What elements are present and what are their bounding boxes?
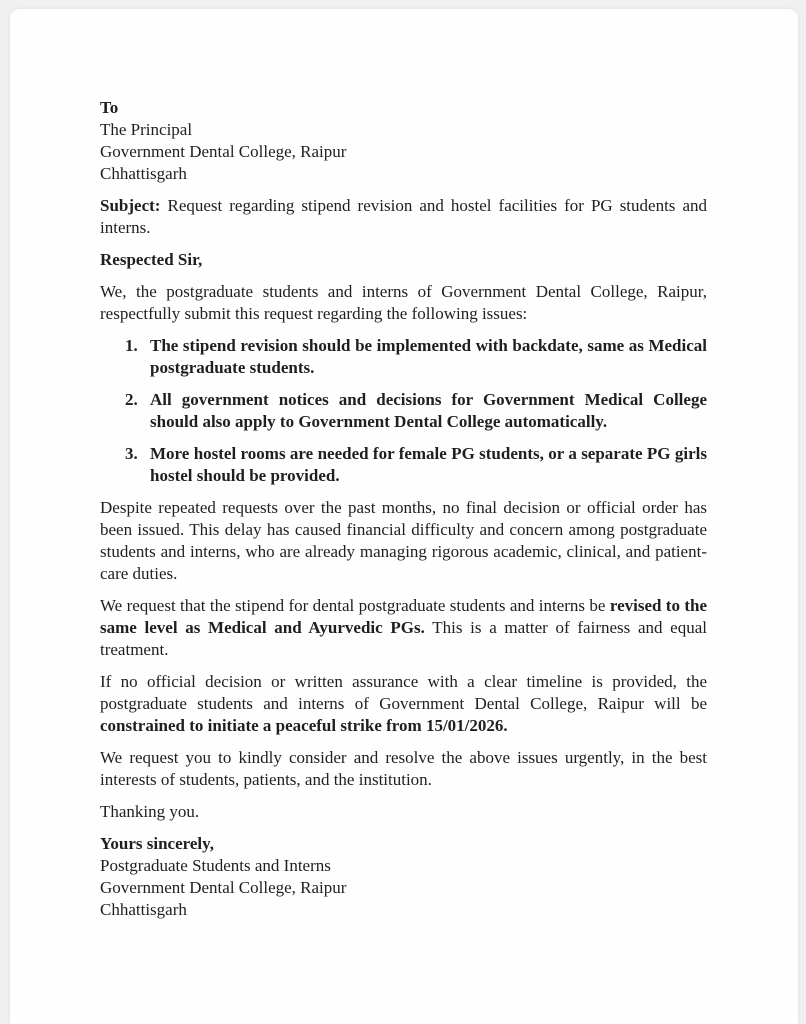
list-item	[100, 443, 707, 487]
list-item-number: 1.	[125, 336, 138, 355]
signature-block	[100, 833, 707, 921]
paragraph-strike-bold: constrained to initiate a peaceful strike from 15/01/2026.	[100, 716, 508, 735]
subject-label: Subject:	[100, 196, 161, 215]
signature-line: Chhattisgarh	[100, 900, 187, 919]
signature-line: Government Dental College, Raipur	[100, 878, 347, 897]
paragraph-despite: Despite repeated requests over the past months, no final decision or official order has been issued. This delay has caused financial difficulty and concern among postgraduate students and interns, who are already managing rigorous academic, clinical, and patient-care duties.	[100, 498, 707, 583]
recipient-block	[100, 97, 707, 185]
subject-paragraph	[100, 195, 707, 239]
letter-body	[100, 97, 707, 921]
list-item-number: 3.	[125, 444, 138, 463]
paragraph-strike	[100, 671, 707, 737]
demand-list	[100, 335, 707, 487]
list-item	[100, 389, 707, 433]
signature-line: Postgraduate Students and Interns	[100, 856, 331, 875]
paragraph-request-pre: We request that the stipend for dental postgraduate students and interns be	[100, 596, 610, 615]
paragraph-thanking: Thanking you.	[100, 802, 200, 821]
paragraph-closing: We request you to kindly consider and resolve the above issues urgently, in the best interests of students, patients, and the institution.	[100, 748, 707, 789]
paragraph-strike-pre: If no official decision or written assurance with a clear timeline is provided, the postgraduate students and interns of Government Dental College, Raipur will be	[100, 672, 707, 713]
paragraph-request-bold: revised to the same level as Medical and Ayurvedic PGs.	[100, 596, 707, 637]
recipient-line: Government Dental College, Raipur	[100, 142, 347, 161]
paragraph-request	[100, 595, 707, 661]
list-item-text: All government notices and decisions for Government Medical College should also apply to Government Dental College automatically.	[150, 390, 707, 431]
recipient-line: The Principal	[100, 120, 193, 139]
intro-paragraph: We, the postgraduate students and interns of Government Dental College, Raipur, respectfully submit this request regarding the following issues:	[100, 282, 707, 323]
recipient-label: To	[100, 98, 119, 117]
list-item-text: The stipend revision should be implemented with backdate, same as Medical postgraduate students.	[150, 336, 707, 377]
list-item-number: 2.	[125, 390, 138, 409]
salutation: Respected Sir,	[100, 250, 203, 269]
list-item	[100, 335, 707, 379]
letter-page	[10, 9, 798, 1024]
paragraph-request-post: This is a matter of fairness and equal treatment.	[100, 618, 707, 659]
recipient-line: Chhattisgarh	[100, 164, 187, 183]
list-item-text: More hostel rooms are needed for female PG students, or a separate PG girls hostel should be provided.	[150, 444, 707, 485]
subject-text: Request regarding stipend revision and hostel facilities for PG students and interns.	[100, 196, 707, 237]
signature-valediction: Yours sincerely,	[100, 834, 214, 853]
